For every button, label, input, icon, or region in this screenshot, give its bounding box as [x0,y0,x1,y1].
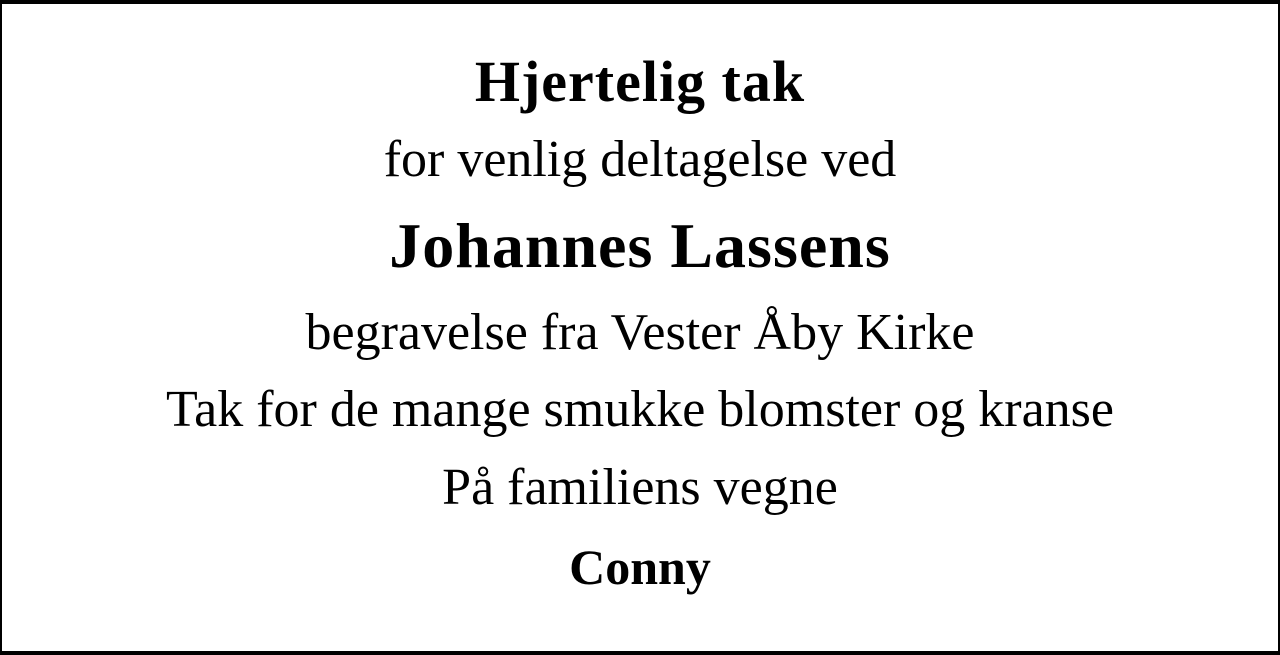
closing-line: På familiens vegne [442,459,838,516]
event-line: begravelse fra Vester Åby Kirke [305,304,975,361]
intro-line: for venlig deltagelse ved [383,131,897,188]
notice-title: Hjertelig tak [474,49,806,114]
signature: Conny [569,539,711,595]
thanks-line: Tak for de mange smukke blomster og kranse [166,381,1114,438]
deceased-name: Johannes Lassens [389,210,891,281]
